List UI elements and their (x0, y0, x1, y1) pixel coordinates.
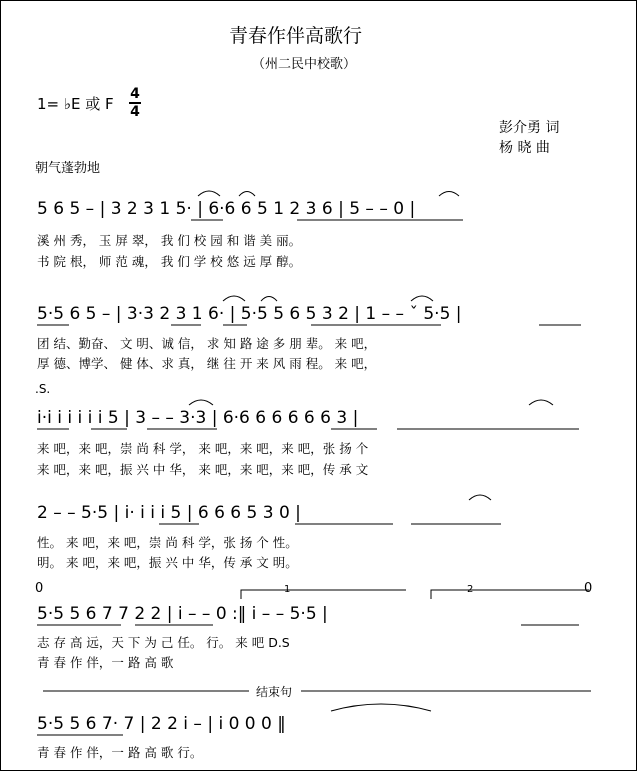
song-subtitle: （州二民中校歌） (252, 57, 357, 72)
score-line-1-lyrics-verse-1: 溪 州 秀， 玉 屏 翠， 我 们 校 园 和 谐 美 丽。 (37, 233, 302, 248)
score-line-5-lyrics-verse-2: 青 春 作 伴，一 路 高 歌 (37, 655, 174, 670)
slur (529, 400, 553, 405)
slur (239, 192, 255, 197)
coda-label: 结束句 (256, 685, 293, 699)
slur (223, 296, 245, 301)
slur (189, 400, 213, 405)
score-line-3-notes: i·i i i i i i 5 | 3 – – 3·3 | 6·6 6 6 6 6 6 3 | (37, 408, 359, 428)
time-signature-bottom: 4 (130, 104, 140, 120)
tempo-marking: 朝气蓬勃地 (35, 161, 101, 176)
volta-1-number: 1 (284, 584, 291, 595)
key-signature: 1= ♭E 或 F (37, 95, 114, 113)
score-line-5-notes: 5·5 5 6 7 7 2 2 | i – – 0 :‖ i – – 5·5 | (37, 604, 328, 624)
rest-mark-left: 0 (35, 581, 44, 596)
time-signature-top: 4 (130, 86, 140, 102)
slur (261, 297, 277, 302)
slur (439, 192, 459, 197)
score-line-2-notes: 5·5 6 5 – | 3·3 2 3 1 6· | 5·5 5 6 5 3 2 | 1 – – ˇ 5·5 | (37, 304, 462, 324)
score-line-5-lyrics-verse-1: 志 存 高 远，天 下 为 己 任。 行。 来 吧 D.S (37, 635, 290, 650)
slur (198, 191, 220, 196)
score-line-3-lyrics-verse-1: 来 吧，来 吧，崇 尚 科 学， 来 吧，来 吧，来 吧，张 扬 个 (37, 441, 369, 456)
volta-bracket-2 (431, 590, 589, 599)
notation-marks (1, 1, 636, 770)
score-line-6-lyrics: 青 春 作 伴，一 路 高 歌 行。 (37, 745, 203, 760)
song-title: 青春作伴高歌行 (229, 25, 363, 47)
rest-mark-right: 0 (584, 581, 593, 596)
score-line-2-lyrics-verse-2: 厚 德、博学、 健 体、求 真， 继 往 开 来 风 雨 程。 来 吧， (37, 356, 377, 371)
composer-credit: 杨 晓 曲 (499, 140, 550, 156)
score-line-2-lyrics-verse-1: 团 结、勤奋、 文 明、诚 信， 求 知 路 途 多 朋 辈。 来 吧， (37, 336, 377, 351)
segno-marking: .S. (35, 382, 51, 396)
volta-bracket-1 (241, 590, 406, 599)
score-line-1-notes: 5 6 5 – | 3 2 3 1 5· | 6·6 6 5 1 2 3 6 | 5 – – 0 | (37, 199, 416, 219)
score-line-4-notes: 2 – – 5·5 | i· i i i 5 | 6 6 6 5 3 0 | (37, 503, 301, 523)
score-line-4-lyrics-verse-1: 性。 来 吧，来 吧，崇 尚 科 学，张 扬 个 性。 (37, 535, 298, 550)
slur (411, 296, 433, 301)
slur (331, 704, 431, 711)
score-line-4-lyrics-verse-2: 明。 来 吧，来 吧，振 兴 中 华，传 承 文 明。 (37, 555, 298, 570)
score-line-3-lyrics-verse-2: 来 吧，来 吧，振 兴 中 华， 来 吧，来 吧，来 吧，传 承 文 (37, 462, 369, 477)
score-line-6-notes: 5·5 5 6 7· 7 | 2 2 i – | i 0 0 0 ‖ (37, 714, 286, 734)
lyricist-credit: 彭介勇 词 (499, 120, 560, 136)
score-line-1-lyrics-verse-2: 书 院 根， 师 范 魂， 我 们 学 校 悠 远 厚 醇。 (37, 254, 302, 269)
volta-2-number: 2 (467, 584, 474, 595)
slur (469, 495, 491, 500)
